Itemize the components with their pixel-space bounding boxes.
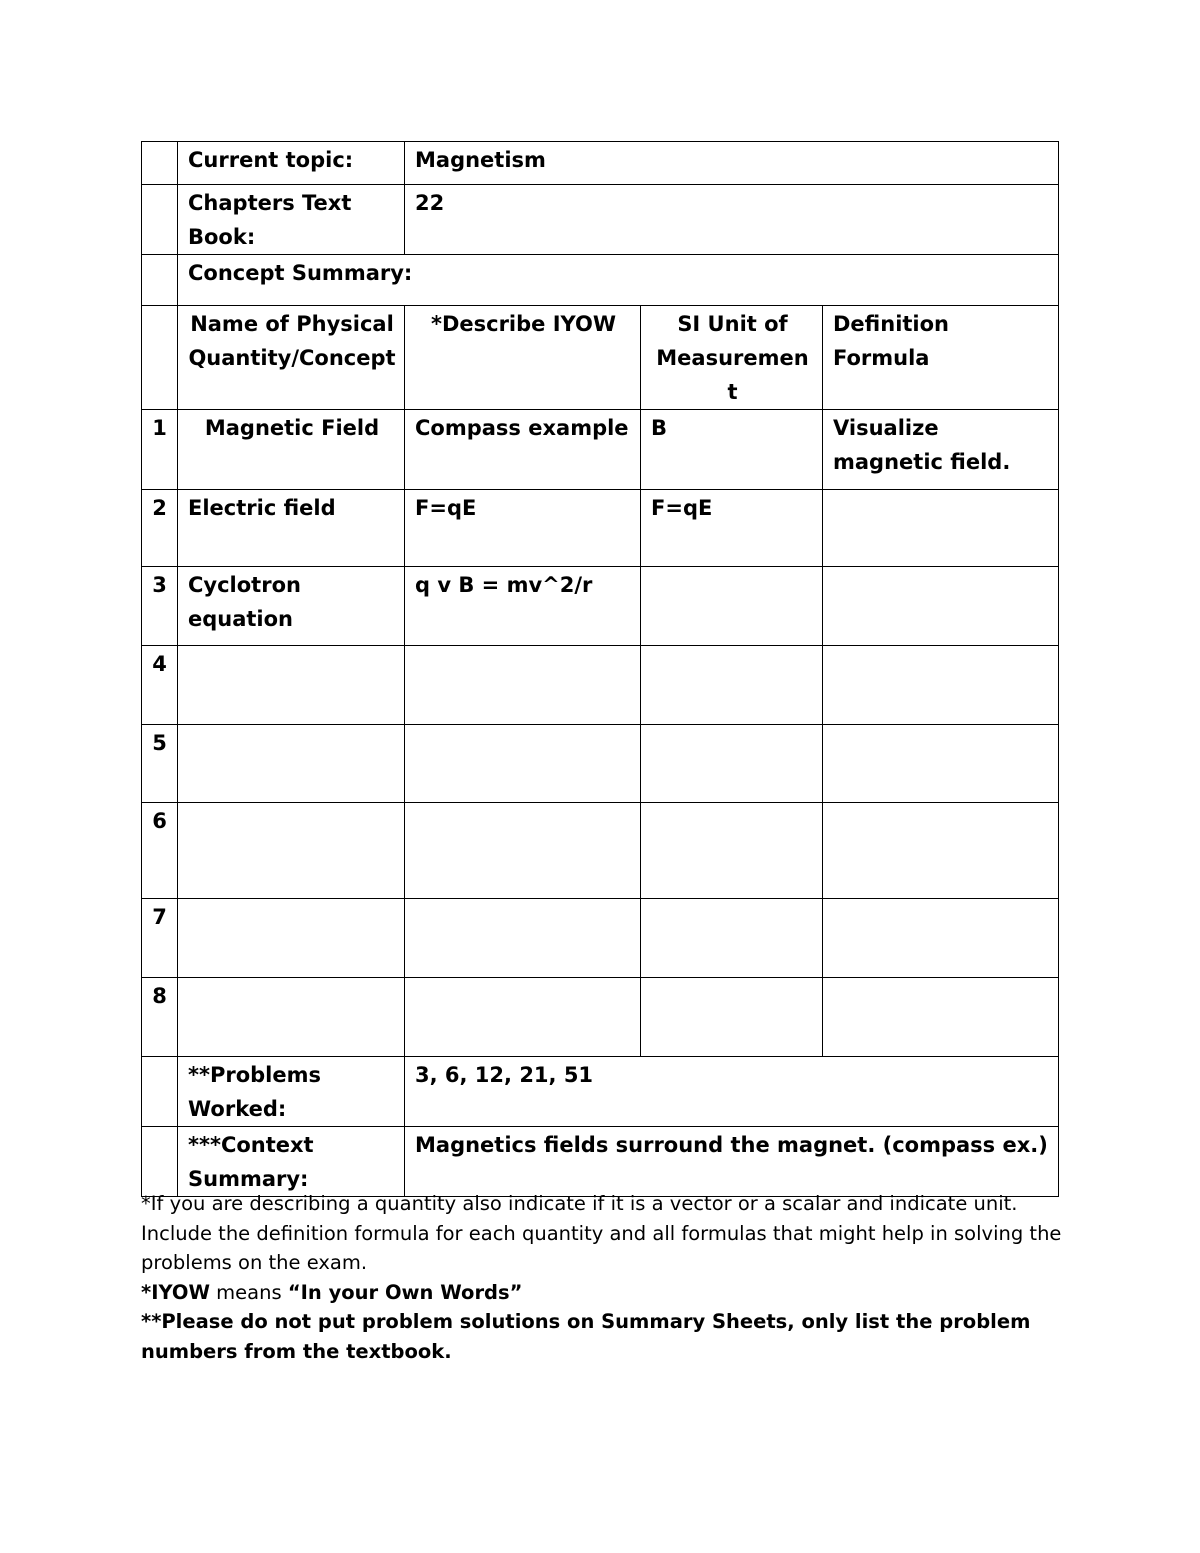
blank-cell xyxy=(142,185,178,255)
blank-cell xyxy=(142,1057,178,1127)
quantity-formula: Visualize magnetic field. xyxy=(823,410,1059,490)
quantity-description xyxy=(405,725,641,803)
quantity-formula xyxy=(823,490,1059,567)
context-summary-value: Magnetics fields surround the magnet. (compass ex.) xyxy=(405,1127,1059,1197)
quantity-formula xyxy=(823,725,1059,803)
current-topic-label: Current topic: xyxy=(178,142,405,185)
quantity-unit xyxy=(641,978,823,1057)
quantity-formula xyxy=(823,899,1059,978)
column-header-name: Name of Physical Quantity/Concept xyxy=(178,306,405,410)
iyow-definition: “In your Own Words” xyxy=(287,1280,523,1304)
footnote-problem-solutions: **Please do not put problem solutions on Summary Sheets, only list the problem numbers from the textbook. xyxy=(141,1310,1031,1363)
context-summary-row xyxy=(142,1127,1059,1197)
table-row xyxy=(142,567,1059,646)
quantity-unit xyxy=(641,803,823,899)
summary-table xyxy=(141,141,1059,1197)
row-number: 6 xyxy=(142,803,178,899)
iyow-means: means xyxy=(209,1280,288,1304)
footnotes xyxy=(141,1189,1071,1366)
current-topic-row xyxy=(142,142,1059,185)
column-header-si-unit: SI Unit of Measuremen t xyxy=(641,306,823,410)
quantity-description: Compass example xyxy=(405,410,641,490)
table-row xyxy=(142,978,1059,1057)
quantity-formula xyxy=(823,567,1059,646)
table-row xyxy=(142,410,1059,490)
quantity-description xyxy=(405,978,641,1057)
row-number: 4 xyxy=(142,646,178,725)
quantity-description xyxy=(405,803,641,899)
table-row xyxy=(142,803,1059,899)
row-number: 5 xyxy=(142,725,178,803)
quantity-unit xyxy=(641,567,823,646)
quantity-unit: F=qE xyxy=(641,490,823,567)
quantity-name xyxy=(178,978,405,1057)
row-number: 2 xyxy=(142,490,178,567)
row-number: 3 xyxy=(142,567,178,646)
quantity-name xyxy=(178,646,405,725)
current-topic-value: Magnetism xyxy=(405,142,1059,185)
row-number: 8 xyxy=(142,978,178,1057)
footnote-describing-quantity: *If you are describing a quantity also indicate if it is a vector or a scalar and indicate unit. Include the definition formula for each quantity and all formulas that might help in solving the problems on the exam. xyxy=(141,1192,1062,1274)
table-row xyxy=(142,899,1059,978)
chapters-row xyxy=(142,185,1059,255)
blank-cell xyxy=(142,306,178,410)
column-header-describe: *Describe IYOW xyxy=(405,306,641,410)
quantity-formula xyxy=(823,978,1059,1057)
concept-summary-label: Concept Summary: xyxy=(178,255,1059,306)
quantity-name xyxy=(178,725,405,803)
quantity-unit xyxy=(641,725,823,803)
table-row xyxy=(142,490,1059,567)
table-row xyxy=(142,725,1059,803)
concept-summary-row xyxy=(142,255,1059,306)
chapters-label: Chapters Text Book: xyxy=(178,185,405,255)
problems-worked-value: 3, 6, 12, 21, 51 xyxy=(405,1057,1059,1127)
blank-cell xyxy=(142,255,178,306)
blank-cell xyxy=(142,142,178,185)
problems-worked-label: **Problems Worked: xyxy=(178,1057,405,1127)
iyow-term: *IYOW xyxy=(141,1280,210,1304)
quantity-formula xyxy=(823,646,1059,725)
quantity-unit xyxy=(641,646,823,725)
quantity-unit: B xyxy=(641,410,823,490)
quantity-description: q v B = mv^2/r xyxy=(405,567,641,646)
context-summary-label: ***Context Summary: xyxy=(178,1127,405,1197)
quantity-name xyxy=(178,803,405,899)
quantity-name: Magnetic Field xyxy=(178,410,405,490)
quantity-name: Electric field xyxy=(178,490,405,567)
quantity-description xyxy=(405,646,641,725)
blank-cell xyxy=(142,1127,178,1197)
column-header-definition: Definition Formula xyxy=(823,306,1059,410)
quantity-unit xyxy=(641,899,823,978)
quantity-description xyxy=(405,899,641,978)
footnote-iyow xyxy=(141,1278,1071,1308)
row-number: 1 xyxy=(142,410,178,490)
problems-worked-row xyxy=(142,1057,1059,1127)
quantity-description: F=qE xyxy=(405,490,641,567)
table-row xyxy=(142,646,1059,725)
quantity-name: Cyclotron equation xyxy=(178,567,405,646)
quantity-formula xyxy=(823,803,1059,899)
chapters-value: 22 xyxy=(405,185,1059,255)
column-header-row xyxy=(142,306,1059,410)
row-number: 7 xyxy=(142,899,178,978)
quantity-name xyxy=(178,899,405,978)
